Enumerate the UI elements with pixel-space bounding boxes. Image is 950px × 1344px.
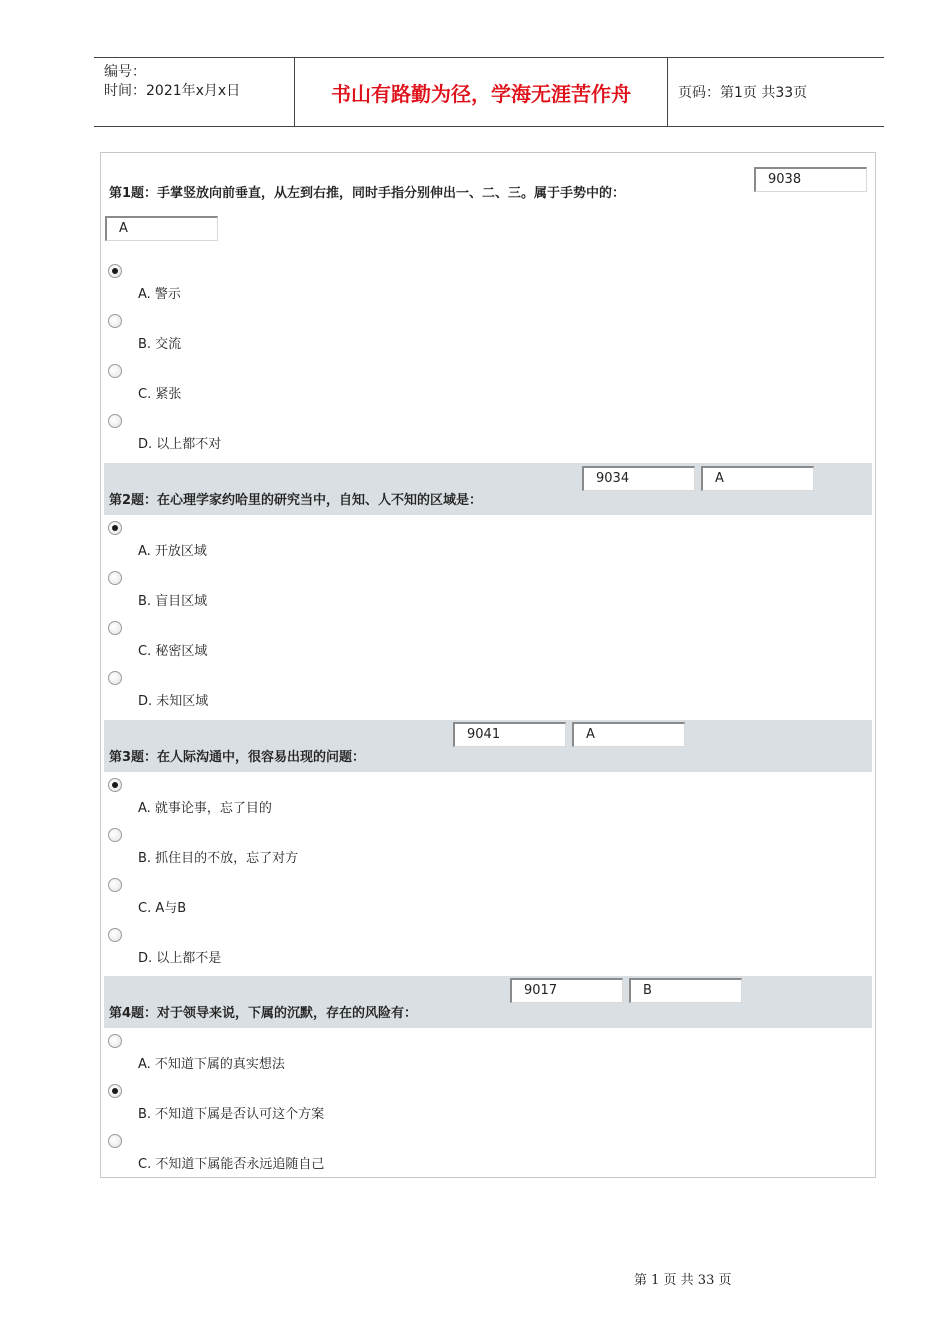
option-label: D. 未知区域 bbox=[138, 694, 209, 709]
question-1-code-field[interactable]: 9038 bbox=[754, 167, 867, 192]
question-4-answer-field[interactable]: B bbox=[629, 978, 742, 1003]
question-1 bbox=[104, 157, 872, 461]
question-3 bbox=[104, 720, 872, 976]
question-1-option-c[interactable] bbox=[104, 364, 864, 414]
option-label: D. 以上都不对 bbox=[138, 437, 222, 452]
question-1-answer-field[interactable]: A bbox=[105, 216, 218, 241]
radio-icon[interactable] bbox=[108, 878, 122, 892]
option-label: A. 就事论事，忘了目的 bbox=[138, 801, 272, 816]
question-3-option-a[interactable] bbox=[104, 778, 864, 828]
question-3-header bbox=[104, 720, 872, 772]
option-label: C. A与B bbox=[138, 901, 187, 916]
option-label: A. 开放区域 bbox=[138, 544, 207, 559]
option-label: A. 警示 bbox=[138, 287, 181, 302]
option-label: B. 抓住目的不放，忘了对方 bbox=[138, 851, 299, 866]
question-2-header bbox=[104, 463, 872, 515]
radio-icon[interactable] bbox=[108, 364, 122, 378]
question-4-header bbox=[104, 976, 872, 1028]
question-4-option-b[interactable] bbox=[104, 1084, 864, 1134]
radio-icon[interactable] bbox=[108, 928, 122, 942]
radio-checked-icon[interactable] bbox=[108, 521, 122, 535]
radio-icon[interactable] bbox=[108, 1134, 122, 1148]
question-1-header bbox=[104, 157, 872, 207]
page-footer: 第 1 页 共 33 页 bbox=[634, 1273, 732, 1288]
question-1-option-b[interactable] bbox=[104, 314, 864, 364]
header-page-label: 页码：第1页 共33页 bbox=[678, 85, 808, 101]
question-4 bbox=[104, 976, 872, 1176]
radio-icon[interactable] bbox=[108, 314, 122, 328]
question-2-answer-field[interactable]: A bbox=[701, 466, 814, 491]
radio-icon[interactable] bbox=[108, 671, 122, 685]
question-4-option-c[interactable] bbox=[104, 1134, 864, 1184]
question-4-option-a[interactable] bbox=[104, 1034, 864, 1084]
question-1-text: 第1题：手掌竖放向前垂直，从左到右推，同时手指分别伸出一、二、三。属于手势中的： bbox=[109, 186, 626, 201]
question-3-option-b[interactable] bbox=[104, 828, 864, 878]
question-1-option-d[interactable] bbox=[104, 414, 864, 464]
radio-icon[interactable] bbox=[108, 1034, 122, 1048]
document-header bbox=[94, 57, 884, 127]
radio-checked-icon[interactable] bbox=[108, 778, 122, 792]
question-2-text: 第2题：在心理学家约哈里的研究当中，自知、人不知的区域是： bbox=[109, 493, 483, 508]
question-4-text: 第4题：对于领导来说，下属的沉默，存在的风险有： bbox=[109, 1006, 418, 1021]
question-3-option-d[interactable] bbox=[104, 928, 864, 978]
radio-icon[interactable] bbox=[108, 621, 122, 635]
question-2-option-c[interactable] bbox=[104, 621, 864, 671]
quiz-container bbox=[100, 152, 876, 1178]
radio-icon[interactable] bbox=[108, 828, 122, 842]
question-2-option-a[interactable] bbox=[104, 521, 864, 571]
radio-checked-icon[interactable] bbox=[108, 264, 122, 278]
number-label: 编号： bbox=[104, 64, 146, 80]
option-label: D. 以上都不是 bbox=[138, 951, 222, 966]
header-motto: 书山有路勤为径，学海无涯苦作舟 bbox=[295, 58, 668, 126]
question-2-code-field[interactable]: 9034 bbox=[582, 466, 695, 491]
header-meta bbox=[94, 58, 295, 126]
radio-icon[interactable] bbox=[108, 414, 122, 428]
question-2-option-d[interactable] bbox=[104, 671, 864, 721]
option-label: A. 不知道下属的真实想法 bbox=[138, 1057, 285, 1072]
question-2 bbox=[104, 463, 872, 719]
question-4-code-field[interactable]: 9017 bbox=[510, 978, 623, 1003]
question-1-option-a[interactable] bbox=[104, 264, 864, 314]
time-label: 时间：2021年x月x日 bbox=[104, 83, 241, 99]
question-3-answer-field[interactable]: A bbox=[572, 722, 685, 747]
option-label: B. 交流 bbox=[138, 337, 182, 352]
question-3-option-c[interactable] bbox=[104, 878, 864, 928]
option-label: C. 不知道下属能否永远追随自己 bbox=[138, 1157, 325, 1172]
option-label: B. 不知道下属是否认可这个方案 bbox=[138, 1107, 325, 1122]
option-label: C. 秘密区域 bbox=[138, 644, 208, 659]
option-label: B. 盲目区域 bbox=[138, 594, 208, 609]
question-3-text: 第3题：在人际沟通中，很容易出现的问题： bbox=[109, 750, 366, 765]
radio-checked-icon[interactable] bbox=[108, 1084, 122, 1098]
question-3-code-field[interactable]: 9041 bbox=[453, 722, 566, 747]
question-2-option-b[interactable] bbox=[104, 571, 864, 621]
option-label: C. 紧张 bbox=[138, 387, 182, 402]
radio-icon[interactable] bbox=[108, 571, 122, 585]
